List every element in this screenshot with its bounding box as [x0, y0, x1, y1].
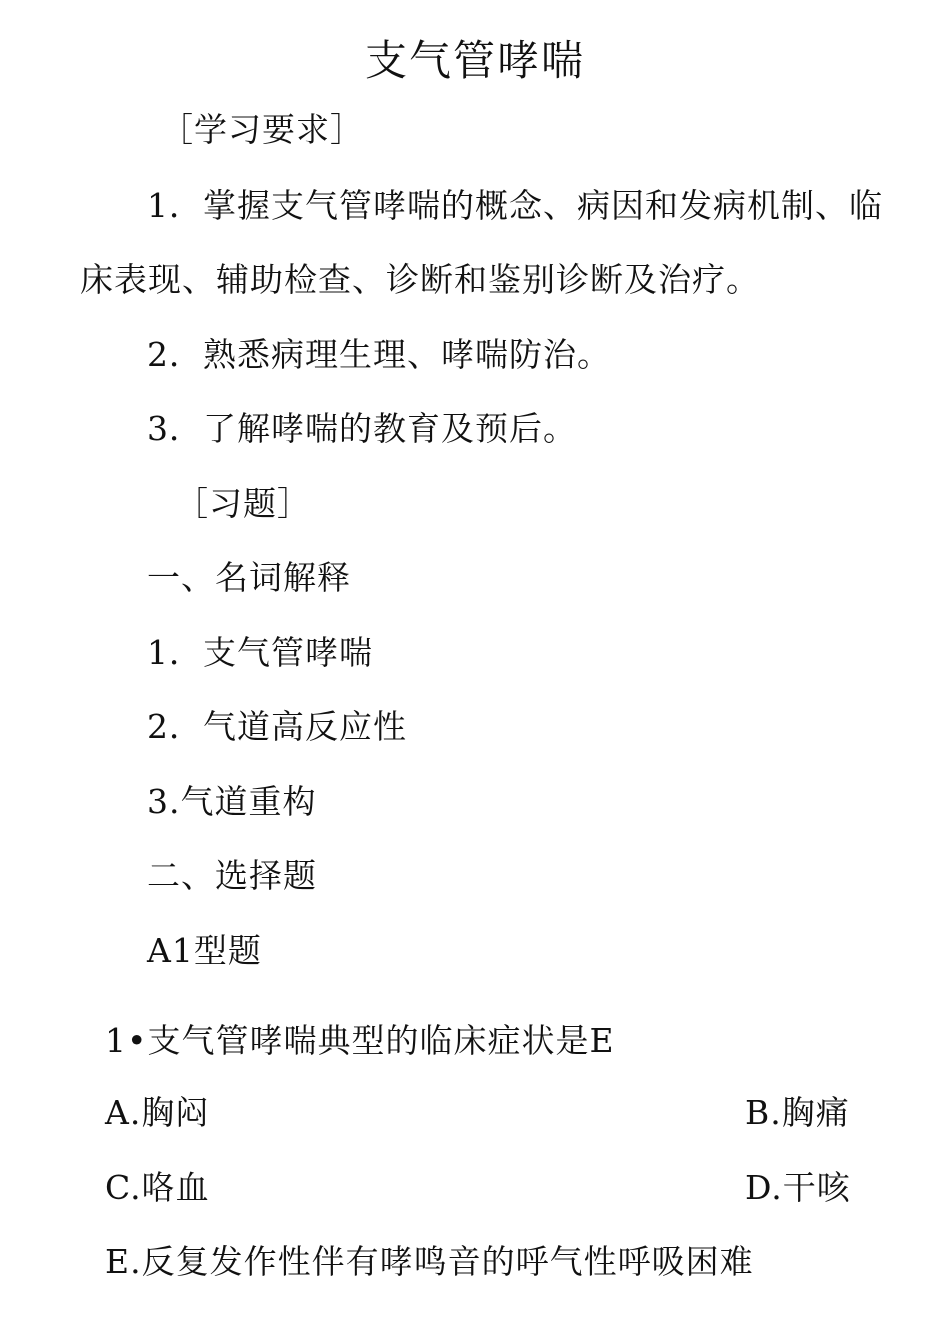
question-1-option-d: D.干咳 — [745, 1168, 851, 1207]
term-item-3: 3.气道重构 — [147, 782, 317, 821]
question-1-option-b: B.胸痛 — [745, 1093, 850, 1132]
question-1-option-c: C.咯血 — [105, 1168, 210, 1207]
requirement-item-1-continued: 床表现、辅助检查、诊断和鉴别诊断及治疗。 — [80, 260, 760, 299]
question-1-option-e: E.反复发作性伴有哮鸣音的呼气性呼吸困难 — [105, 1242, 754, 1281]
term-item-2: 2．气道高反应性 — [147, 707, 407, 746]
question-1-option-a: A.胸闷 — [105, 1093, 210, 1132]
section-heading-requirements: ［学习要求］ — [160, 110, 364, 149]
part2-heading: 二、选择题 — [147, 856, 317, 895]
page-title: 支气管哮喘 — [364, 36, 585, 85]
requirement-item-3: 3．了解哮喘的教育及预后。 — [147, 409, 577, 448]
question-type-heading: A1型题 — [147, 931, 262, 970]
requirement-item-1: 1．掌握支气管哮喘的概念、病因和发病机制、临 — [147, 186, 883, 225]
question-1-stem: 1•支气管哮喘典型的临床症状是E — [105, 1021, 615, 1060]
requirement-item-2: 2．熟悉病理生理、哮喘防治。 — [147, 335, 611, 374]
part1-heading: 一、名词解释 — [147, 558, 351, 597]
term-item-1: 1．支气管哮喘 — [147, 633, 373, 672]
section-heading-exercises: ［习题］ — [175, 484, 311, 523]
